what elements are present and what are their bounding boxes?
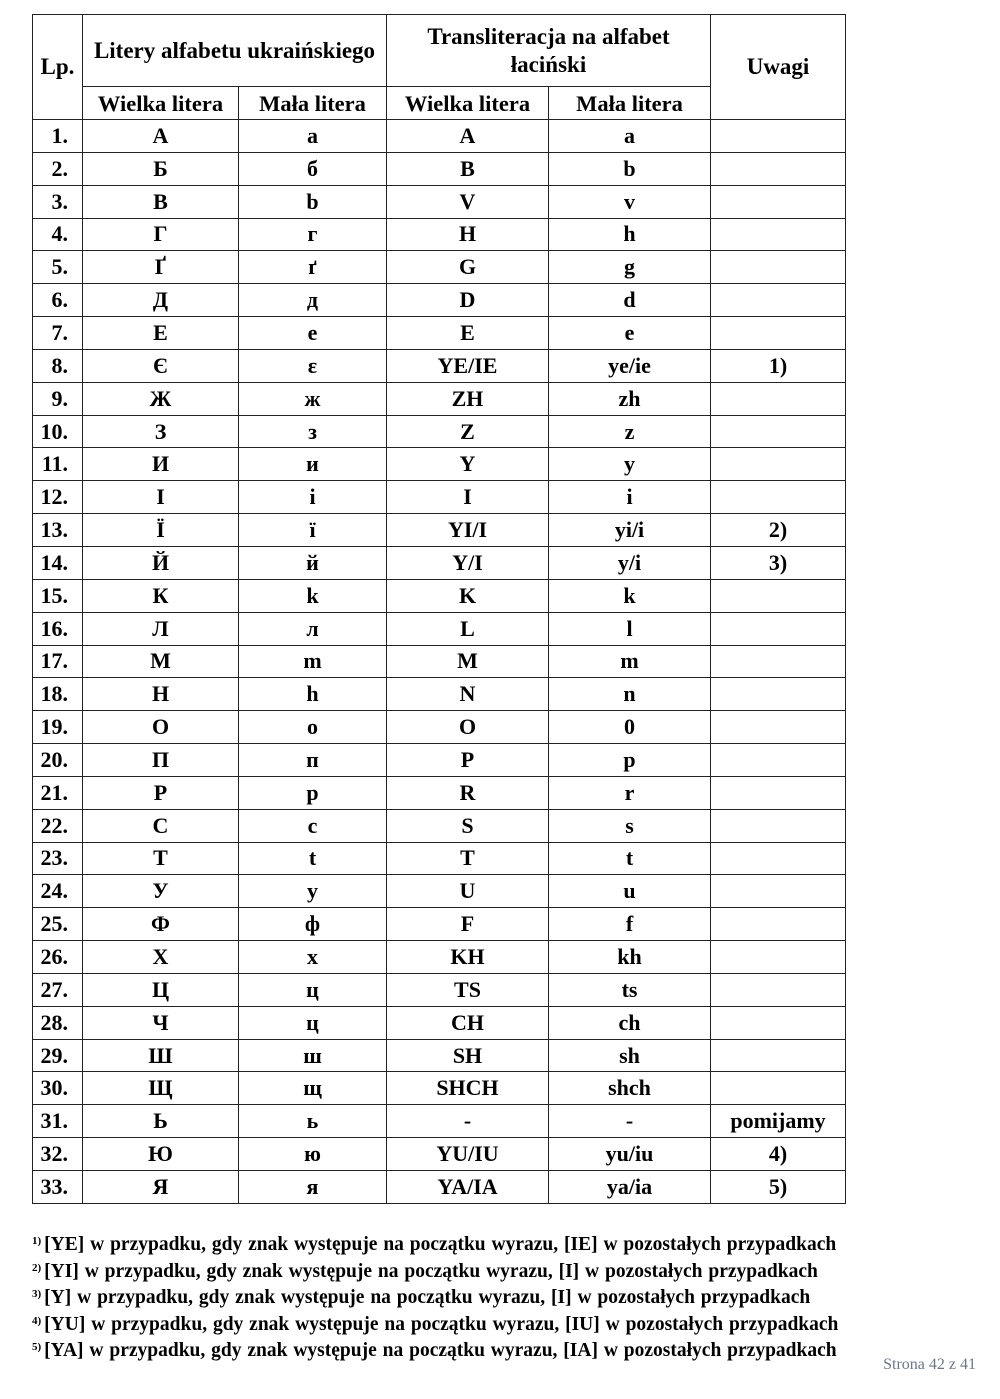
ukrainian-upper-letter: Щ: [83, 1072, 239, 1105]
ukrainian-lower-letter: ї: [239, 514, 387, 547]
latin-lower-letter: e: [549, 317, 711, 350]
note-cell: [711, 415, 846, 448]
latin-upper-letter: YU/IU: [387, 1138, 549, 1171]
row-number: 20.: [33, 744, 83, 777]
latin-upper-letter: N: [387, 678, 549, 711]
table-row: [33, 1138, 846, 1171]
latin-upper-letter: ZH: [387, 382, 549, 415]
row-number: 25.: [33, 908, 83, 941]
latin-upper-letter: K: [387, 579, 549, 612]
note-cell: [711, 152, 846, 185]
latin-lower-letter: y: [549, 448, 711, 481]
latin-lower-letter: m: [549, 645, 711, 678]
latin-lower-letter: i: [549, 481, 711, 514]
row-number: 22.: [33, 809, 83, 842]
ukrainian-upper-letter: Ж: [83, 382, 239, 415]
ukrainian-upper-letter: О: [83, 711, 239, 744]
latin-upper-letter: B: [387, 152, 549, 185]
latin-lower-letter: yu/iu: [549, 1138, 711, 1171]
ukrainian-upper-letter: М: [83, 645, 239, 678]
table-row: [33, 481, 846, 514]
footnote-mark: 3): [32, 1288, 42, 1300]
ukrainian-lower-letter: л: [239, 612, 387, 645]
row-number: 27.: [33, 973, 83, 1006]
header-row-top: [33, 15, 846, 87]
row-number: 4.: [33, 218, 83, 251]
footnote-mark: 1): [32, 1235, 42, 1247]
table-row: [33, 152, 846, 185]
note-cell: [711, 941, 846, 974]
table-row: [33, 579, 846, 612]
ukrainian-upper-letter: И: [83, 448, 239, 481]
footnote: [32, 1230, 972, 1257]
row-number: 33.: [33, 1171, 83, 1204]
ukrainian-lower-letter: h: [239, 678, 387, 711]
ukrainian-upper-letter: Т: [83, 842, 239, 875]
note-cell: [711, 579, 846, 612]
table-row: [33, 612, 846, 645]
ukrainian-upper-letter: І: [83, 481, 239, 514]
ukrainian-upper-letter: З: [83, 415, 239, 448]
ukrainian-lower-letter: b: [239, 185, 387, 218]
note-cell: [711, 809, 846, 842]
row-number: 18.: [33, 678, 83, 711]
table-row: [33, 908, 846, 941]
table-row: [33, 251, 846, 284]
latin-lower-letter: y/i: [549, 546, 711, 579]
ukrainian-lower-letter: k: [239, 579, 387, 612]
ukrainian-lower-letter: и: [239, 448, 387, 481]
table-row: [33, 349, 846, 382]
table-row: [33, 284, 846, 317]
table-row: [33, 546, 846, 579]
table-row: [33, 317, 846, 350]
ukrainian-lower-letter: д: [239, 284, 387, 317]
note-cell: pomijamy: [711, 1105, 846, 1138]
note-cell: [711, 284, 846, 317]
note-cell: [711, 1006, 846, 1039]
ukrainian-upper-letter: Є: [83, 349, 239, 382]
header-lat-upper: Wielka litera: [387, 87, 549, 120]
note-cell: [711, 776, 846, 809]
note-cell: [711, 251, 846, 284]
row-number: 29.: [33, 1039, 83, 1072]
footnote: [32, 1283, 972, 1310]
note-cell: [711, 908, 846, 941]
ukrainian-lower-letter: х: [239, 941, 387, 974]
latin-upper-letter: A: [387, 120, 549, 153]
footnote: [32, 1257, 972, 1284]
latin-lower-letter: l: [549, 612, 711, 645]
table-row: [33, 514, 846, 547]
latin-lower-letter: p: [549, 744, 711, 777]
ukrainian-upper-letter: А: [83, 120, 239, 153]
table-row: [33, 711, 846, 744]
row-number: 6.: [33, 284, 83, 317]
ukrainian-upper-letter: Н: [83, 678, 239, 711]
ukrainian-lower-letter: ґ: [239, 251, 387, 284]
footnote-text: [YU] w przypadku, gdy znak występuje na początku wyrazu, [IU] w pozostałych przypadkach: [44, 1313, 839, 1335]
ukrainian-lower-letter: ц: [239, 1006, 387, 1039]
latin-lower-letter: s: [549, 809, 711, 842]
note-cell: [711, 612, 846, 645]
ukrainian-upper-letter: Ц: [83, 973, 239, 1006]
latin-lower-letter: z: [549, 415, 711, 448]
note-cell: [711, 744, 846, 777]
ukrainian-upper-letter: Ч: [83, 1006, 239, 1039]
note-cell: 1): [711, 349, 846, 382]
table-row: [33, 678, 846, 711]
ukrainian-upper-letter: Х: [83, 941, 239, 974]
latin-lower-letter: -: [549, 1105, 711, 1138]
latin-upper-letter: M: [387, 645, 549, 678]
row-number: 32.: [33, 1138, 83, 1171]
ukrainian-upper-letter: Е: [83, 317, 239, 350]
table-body: [33, 120, 846, 1204]
footnote-mark: 2): [32, 1261, 42, 1274]
latin-upper-letter: H: [387, 218, 549, 251]
latin-upper-letter: YE/IE: [387, 349, 549, 382]
latin-upper-letter: S: [387, 809, 549, 842]
footnote: [32, 1310, 972, 1337]
latin-lower-letter: n: [549, 678, 711, 711]
header-lp: Lp.: [33, 15, 83, 120]
ukrainian-lower-letter: і: [239, 481, 387, 514]
table-row: [33, 744, 846, 777]
ukrainian-lower-letter: ф: [239, 908, 387, 941]
note-cell: [711, 678, 846, 711]
table-row: [33, 1072, 846, 1105]
latin-lower-letter: a: [549, 120, 711, 153]
table-row: [33, 218, 846, 251]
table-row: [33, 973, 846, 1006]
header-ukr-lower: Mała litera: [239, 87, 387, 120]
row-number: 11.: [33, 448, 83, 481]
latin-lower-letter: u: [549, 875, 711, 908]
ukrainian-lower-letter: р: [239, 776, 387, 809]
table-row: [33, 120, 846, 153]
ukrainian-lower-letter: m: [239, 645, 387, 678]
row-number: 16.: [33, 612, 83, 645]
ukrainian-upper-letter: К: [83, 579, 239, 612]
ukrainian-lower-letter: а: [239, 120, 387, 153]
row-number: 31.: [33, 1105, 83, 1138]
latin-upper-letter: -: [387, 1105, 549, 1138]
latin-upper-letter: L: [387, 612, 549, 645]
header-ukrainian-letters: Litery alfabetu ukraińskiego: [83, 15, 387, 87]
row-number: 7.: [33, 317, 83, 350]
note-cell: 3): [711, 546, 846, 579]
note-cell: [711, 645, 846, 678]
footnote: [32, 1336, 972, 1363]
note-cell: [711, 875, 846, 908]
ukrainian-upper-letter: Д: [83, 284, 239, 317]
table-row: [33, 415, 846, 448]
footnote-text: [Y] w przypadku, gdy znak występuje na początku wyrazu, [I] w pozostałych przypadkach: [44, 1287, 811, 1308]
table-row: [33, 1006, 846, 1039]
row-number: 5.: [33, 251, 83, 284]
note-cell: [711, 218, 846, 251]
ukrainian-lower-letter: ю: [239, 1138, 387, 1171]
latin-upper-letter: V: [387, 185, 549, 218]
latin-upper-letter: YI/I: [387, 514, 549, 547]
table-row: [33, 185, 846, 218]
latin-lower-letter: h: [549, 218, 711, 251]
ukrainian-lower-letter: ц: [239, 973, 387, 1006]
row-number: 8.: [33, 349, 83, 382]
page-number: Strona 42 z 41: [883, 1356, 976, 1373]
latin-lower-letter: ts: [549, 973, 711, 1006]
ukrainian-upper-letter: Г: [83, 218, 239, 251]
latin-upper-letter: Y: [387, 448, 549, 481]
latin-lower-letter: r: [549, 776, 711, 809]
latin-upper-letter: TS: [387, 973, 549, 1006]
footnote-text: [YE] w przypadku, gdy znak występuje na początku wyrazu, [IE] w pozostałych przypadkach: [44, 1234, 837, 1255]
row-number: 19.: [33, 711, 83, 744]
latin-lower-letter: f: [549, 908, 711, 941]
latin-lower-letter: yi/i: [549, 514, 711, 547]
ukrainian-lower-letter: г: [239, 218, 387, 251]
latin-upper-letter: G: [387, 251, 549, 284]
footnote-mark: 5): [32, 1341, 42, 1353]
ukrainian-lower-letter: ь: [239, 1105, 387, 1138]
ukrainian-upper-letter: Б: [83, 152, 239, 185]
table-row: [33, 645, 846, 678]
row-number: 2.: [33, 152, 83, 185]
ukrainian-lower-letter: е: [239, 317, 387, 350]
ukrainian-upper-letter: Ї: [83, 514, 239, 547]
ukrainian-upper-letter: С: [83, 809, 239, 842]
latin-lower-letter: ye/ie: [549, 349, 711, 382]
note-cell: [711, 382, 846, 415]
note-cell: [711, 842, 846, 875]
table-row: [33, 941, 846, 974]
note-cell: [711, 185, 846, 218]
ukrainian-lower-letter: ж: [239, 382, 387, 415]
latin-upper-letter: D: [387, 284, 549, 317]
latin-upper-letter: U: [387, 875, 549, 908]
row-number: 17.: [33, 645, 83, 678]
footnote-mark: 4): [32, 1314, 42, 1327]
latin-lower-letter: t: [549, 842, 711, 875]
note-cell: 2): [711, 514, 846, 547]
ukrainian-lower-letter: у: [239, 875, 387, 908]
table-row: [33, 382, 846, 415]
note-cell: 4): [711, 1138, 846, 1171]
latin-lower-letter: d: [549, 284, 711, 317]
latin-upper-letter: O: [387, 711, 549, 744]
latin-upper-letter: Y/I: [387, 546, 549, 579]
row-number: 12.: [33, 481, 83, 514]
ukrainian-upper-letter: Р: [83, 776, 239, 809]
ukrainian-upper-letter: Ш: [83, 1039, 239, 1072]
table-row: [33, 776, 846, 809]
ukrainian-upper-letter: Я: [83, 1171, 239, 1204]
ukrainian-lower-letter: ε: [239, 349, 387, 382]
table-row: [33, 875, 846, 908]
ukrainian-upper-letter: Ь: [83, 1105, 239, 1138]
note-cell: [711, 481, 846, 514]
ukrainian-upper-letter: П: [83, 744, 239, 777]
ukrainian-upper-letter: Ґ: [83, 251, 239, 284]
note-cell: [711, 1072, 846, 1105]
latin-lower-letter: kh: [549, 941, 711, 974]
ukrainian-lower-letter: t: [239, 842, 387, 875]
note-cell: 5): [711, 1171, 846, 1204]
ukrainian-lower-letter: щ: [239, 1072, 387, 1105]
latin-upper-letter: SHCH: [387, 1072, 549, 1105]
ukrainian-lower-letter: ш: [239, 1039, 387, 1072]
latin-lower-letter: b: [549, 152, 711, 185]
row-number: 21.: [33, 776, 83, 809]
row-number: 24.: [33, 875, 83, 908]
ukrainian-upper-letter: В: [83, 185, 239, 218]
ukrainian-lower-letter: з: [239, 415, 387, 448]
table-row: [33, 448, 846, 481]
row-number: 30.: [33, 1072, 83, 1105]
ukrainian-lower-letter: й: [239, 546, 387, 579]
row-number: 10.: [33, 415, 83, 448]
footnotes: [32, 1230, 972, 1363]
row-number: 3.: [33, 185, 83, 218]
footnote-text: [YI] w przypadku, gdy znak występuje na początku wyrazu, [I] w pozostałych przypadkach: [44, 1260, 818, 1282]
header-uwagi: Uwagi: [711, 15, 846, 120]
latin-upper-letter: R: [387, 776, 549, 809]
header-latin-transliteration: Transliteracja na alfabet łaciński: [387, 15, 711, 87]
note-cell: [711, 448, 846, 481]
transliteration-table: [32, 14, 846, 1204]
latin-upper-letter: KH: [387, 941, 549, 974]
note-cell: [711, 973, 846, 1006]
row-number: 23.: [33, 842, 83, 875]
latin-upper-letter: I: [387, 481, 549, 514]
ukrainian-upper-letter: Й: [83, 546, 239, 579]
ukrainian-upper-letter: Ю: [83, 1138, 239, 1171]
table-row: [33, 809, 846, 842]
ukrainian-lower-letter: с: [239, 809, 387, 842]
row-number: 1.: [33, 120, 83, 153]
footnote-text: [YA] w przypadku, gdy znak występuje na początku wyrazu, [IA] w pozostałych przypadkach: [44, 1340, 837, 1361]
latin-lower-letter: 0: [549, 711, 711, 744]
latin-upper-letter: SH: [387, 1039, 549, 1072]
row-number: 13.: [33, 514, 83, 547]
note-cell: [711, 1039, 846, 1072]
latin-lower-letter: v: [549, 185, 711, 218]
ukrainian-lower-letter: о: [239, 711, 387, 744]
latin-upper-letter: YA/IA: [387, 1171, 549, 1204]
latin-upper-letter: P: [387, 744, 549, 777]
ukrainian-upper-letter: Л: [83, 612, 239, 645]
header-lat-lower: Mała litera: [549, 87, 711, 120]
latin-upper-letter: E: [387, 317, 549, 350]
latin-upper-letter: CH: [387, 1006, 549, 1039]
ukrainian-upper-letter: Ф: [83, 908, 239, 941]
latin-lower-letter: g: [549, 251, 711, 284]
ukrainian-upper-letter: У: [83, 875, 239, 908]
table-row: [33, 842, 846, 875]
latin-upper-letter: Z: [387, 415, 549, 448]
row-number: 14.: [33, 546, 83, 579]
table-row: [33, 1171, 846, 1204]
ukrainian-lower-letter: я: [239, 1171, 387, 1204]
latin-lower-letter: zh: [549, 382, 711, 415]
latin-lower-letter: shch: [549, 1072, 711, 1105]
note-cell: [711, 711, 846, 744]
row-number: 28.: [33, 1006, 83, 1039]
table-row: [33, 1039, 846, 1072]
latin-upper-letter: F: [387, 908, 549, 941]
row-number: 26.: [33, 941, 83, 974]
ukrainian-lower-letter: б: [239, 152, 387, 185]
row-number: 9.: [33, 382, 83, 415]
table-row: [33, 1105, 846, 1138]
note-cell: [711, 120, 846, 153]
ukrainian-lower-letter: п: [239, 744, 387, 777]
latin-upper-letter: T: [387, 842, 549, 875]
latin-lower-letter: k: [549, 579, 711, 612]
row-number: 15.: [33, 579, 83, 612]
header-ukr-upper: Wielka litera: [83, 87, 239, 120]
note-cell: [711, 317, 846, 350]
latin-lower-letter: ya/ia: [549, 1171, 711, 1204]
latin-lower-letter: sh: [549, 1039, 711, 1072]
table-header: [33, 15, 846, 120]
latin-lower-letter: ch: [549, 1006, 711, 1039]
